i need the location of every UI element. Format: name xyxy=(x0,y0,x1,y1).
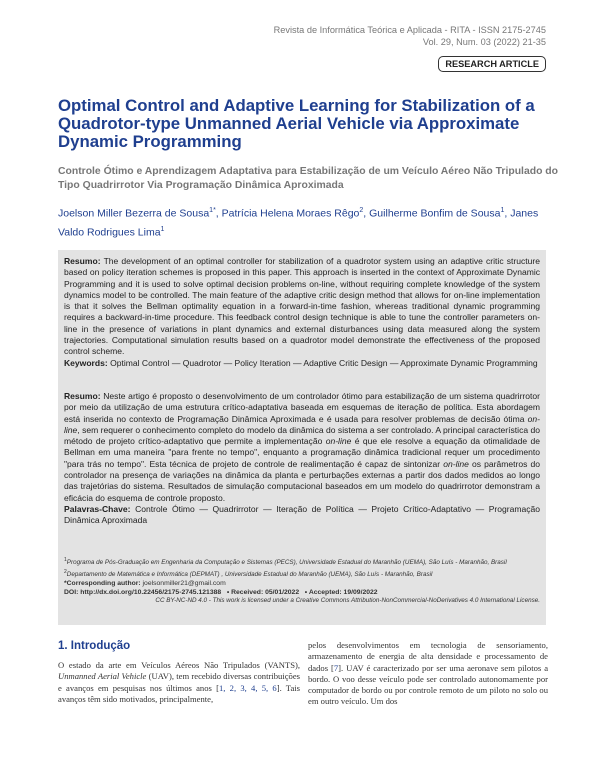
body-text: pelos desenvolvimentos em tecnologia de sensoriamento, armazenamento de energia de alta densidade e processamento de dados [ xyxy=(308,640,548,673)
keywords xyxy=(64,358,540,369)
paper-title: Optimal Control and Adaptive Learning for Stabilization of a Quadrotor-type Unmanned Aerial Vehicle via Approximate Dynamic Programming xyxy=(58,96,535,151)
intro-column-right xyxy=(308,640,548,708)
resumo-label: Resumo: xyxy=(64,391,101,401)
corresponding-author xyxy=(64,579,540,588)
received-date: • Received: 05/01/2022 xyxy=(226,589,300,597)
citation-links[interactable]: 1, 2, 3, 4, 5, 6 xyxy=(218,682,277,693)
journal-volume: Vol. 29, Num. 03 (2022) 21-35 xyxy=(422,37,546,47)
author-separator: , xyxy=(215,207,222,220)
intro-paragraph xyxy=(58,660,300,705)
resumo-text: , sem requerer o conhecimento completo do modelo da dinâmica do sistema a ser controlado. A principal característica do método de projeto crítico-adaptativo que permite a implementação xyxy=(64,424,540,447)
affiliation-text: Programa de Pós-Graduação em Engenharia da Computação e Sistemas (PECS), Universidade Estadual do Maranhão (UEMA), São Luís - Maranhão, Brasil xyxy=(66,559,507,567)
abstract-label: Resumo: xyxy=(64,256,101,266)
author-separator: , xyxy=(363,207,370,220)
corresponding-label: *Corresponding author: xyxy=(64,580,141,587)
journal-name: Revista de Informática Teórica e Aplicada - RITA - ISSN 2175-2745 xyxy=(273,25,546,35)
keywords-label: Keywords: xyxy=(64,357,108,368)
resumo-emphasis: on-line xyxy=(325,436,352,447)
intro-column-left xyxy=(58,640,300,705)
author-list xyxy=(58,203,548,240)
resumo-emphasis: on-line xyxy=(64,413,540,435)
abstract-text: The development of an optimal controller for stabilization of a quadrotor system using an adaptive critic structure based on policy iteration schemes is proposed in this paper. This approach is inserted in the context of Approximate Dynamic Programming and it is used to solve optimal decision problems on-line, without requiring complete knowledge of the system dynamics model to be controlled. The main feature of the adaptive critic design method that allows for on-line implementation is that it solves the Bellman optimality equation in a forward-in-time fashion, whereas traditional dynamic programming requires a backward-in-time procedure. This feedback control design technique is able to tune the controller parameters on-line in the presence of variations in plant dynamics and external disturbances using data measured along the system trajectories. Computational simulation results based on a quadrotor model demonstrate the effectiveness of the proposed control scheme. xyxy=(64,256,540,357)
author-affiliation-mark: 1 xyxy=(160,225,165,233)
footnote-mark: 2 xyxy=(64,568,67,575)
author-name: Joelson Miller Bezerra de Sousa xyxy=(58,207,210,220)
license-text[interactable]: CC BY-NC-ND 4.0 - This work is licensed under a Creative Commons Attribution-NonCommercial-NoDerivatives 4.0 International License. xyxy=(155,597,540,605)
abstract-english xyxy=(64,256,540,369)
body-emphasis: Unmanned Aerial Vehicle xyxy=(58,671,147,682)
resumo-emphasis: on-line xyxy=(443,458,469,469)
journal-info xyxy=(274,24,546,48)
author-name: Patrícia Helena Moraes Rêgo xyxy=(221,207,360,220)
palavras-chave-text: Controle Ótimo — Quadrirrotor — Iteração de Política — Projeto Crítico-Adaptativo — Programação Dinâmica Aproximada xyxy=(64,503,541,526)
corresponding-email[interactable]: joelsonmiller21@gmail.com xyxy=(142,580,226,587)
body-text: (UAV), tem recebido diversas contribuições e avanços em pesquisas nos últimos anos [ xyxy=(58,671,300,693)
accepted-date: • Accepted: 19/09/2022 xyxy=(304,589,378,597)
author-name: Janes Valdo Rodrigues Lima xyxy=(58,207,539,238)
abstract-box xyxy=(58,250,546,625)
palavras-chave-label: Palavras-Chave: xyxy=(64,503,131,514)
section-heading: 1. Introdução xyxy=(58,640,131,652)
resumo-text: Neste artigo é proposto o desenvolvimento de um controlador ótimo para estabilização de um sistema quadrirrotor por meio da utilização de uma estrutura crítico-adaptativa baseada em esquemas de iteração de política. Esta abordagem está inserida no contexto de Programação Dinâmica Aproximada e é usada para resolver problemas de decisão ótima xyxy=(64,391,540,424)
doi-link[interactable]: DOI: http://dx.doi.org/10.22456/2175-2745.121388 xyxy=(64,589,222,597)
author-separator: , xyxy=(504,207,511,220)
resumo-text: é que ele resolve a equação da otimalidade de Bellman em uma maneira "para frente no tempo", enquanto a programação dinâmica tradicional requer um procedimento "para trás no tempo". Esta técnica de projeto de controle de realimentação é capaz de sintonizar xyxy=(64,436,540,469)
author-name: Guilherme Bonfim de Sousa xyxy=(369,207,501,220)
footnotes xyxy=(64,556,540,606)
body-text: O estado da arte em Veículos Aéreos Não Tripulados (VANTS), xyxy=(58,660,300,670)
affiliation-text: Departamento de Matemática e Informática (DEPMAT) , Universidade Estadual do Maranhão (UEMA), São Luís - Maranhão, Brasil xyxy=(66,570,433,578)
keywords-text: Optimal Control — Quadrotor — Policy Iteration — Adaptive Critic Design — Approximate Dynamic Programming xyxy=(110,357,538,368)
footnote-mark: 1 xyxy=(64,557,67,563)
paper-subtitle: Controle Ótimo e Aprendizagem Adaptativa para Estabilização de um Veículo Aéreo Não Tripulado do Tipo Quadrirrotor Via Programação Dinâmica Aproximada xyxy=(58,166,559,191)
palavras-chave xyxy=(64,504,540,527)
article-type-badge: RESEARCH ARTICLE xyxy=(438,56,546,72)
body-text: ]. Tais avanços têm sido motivados, principalmente, xyxy=(58,682,300,704)
resumo-text: os parâmetros do controlador na presença de variações na dinâmica da planta e perturbações externas a partir dos dados medidos ao longo das trajetórias do sistema. Resultados de simulação computacional baseados em um modelo do quadrirrotor demonstram a eficácia do esquema de controle proposto. xyxy=(64,458,541,503)
author-affiliation-mark: 1* xyxy=(209,207,216,214)
doi-line xyxy=(64,588,540,597)
body-text: ]. UAV é caracterizado por ser uma aeronave sem pilotos a bordo. O voo desse veículo pode ser controlado autonomamente por computador de bordo ou por controle remoto de um piloto no solo ou em outro veículo. Um dos xyxy=(308,662,549,707)
citation-link[interactable]: 7 xyxy=(333,662,339,673)
affiliation-1 xyxy=(64,556,540,568)
affiliation-2 xyxy=(64,568,540,580)
abstract-portuguese xyxy=(64,391,540,527)
intro-paragraph-continued xyxy=(308,640,548,708)
author-affiliation-mark: 2 xyxy=(359,207,364,214)
author-affiliation-mark: 1 xyxy=(500,207,505,214)
